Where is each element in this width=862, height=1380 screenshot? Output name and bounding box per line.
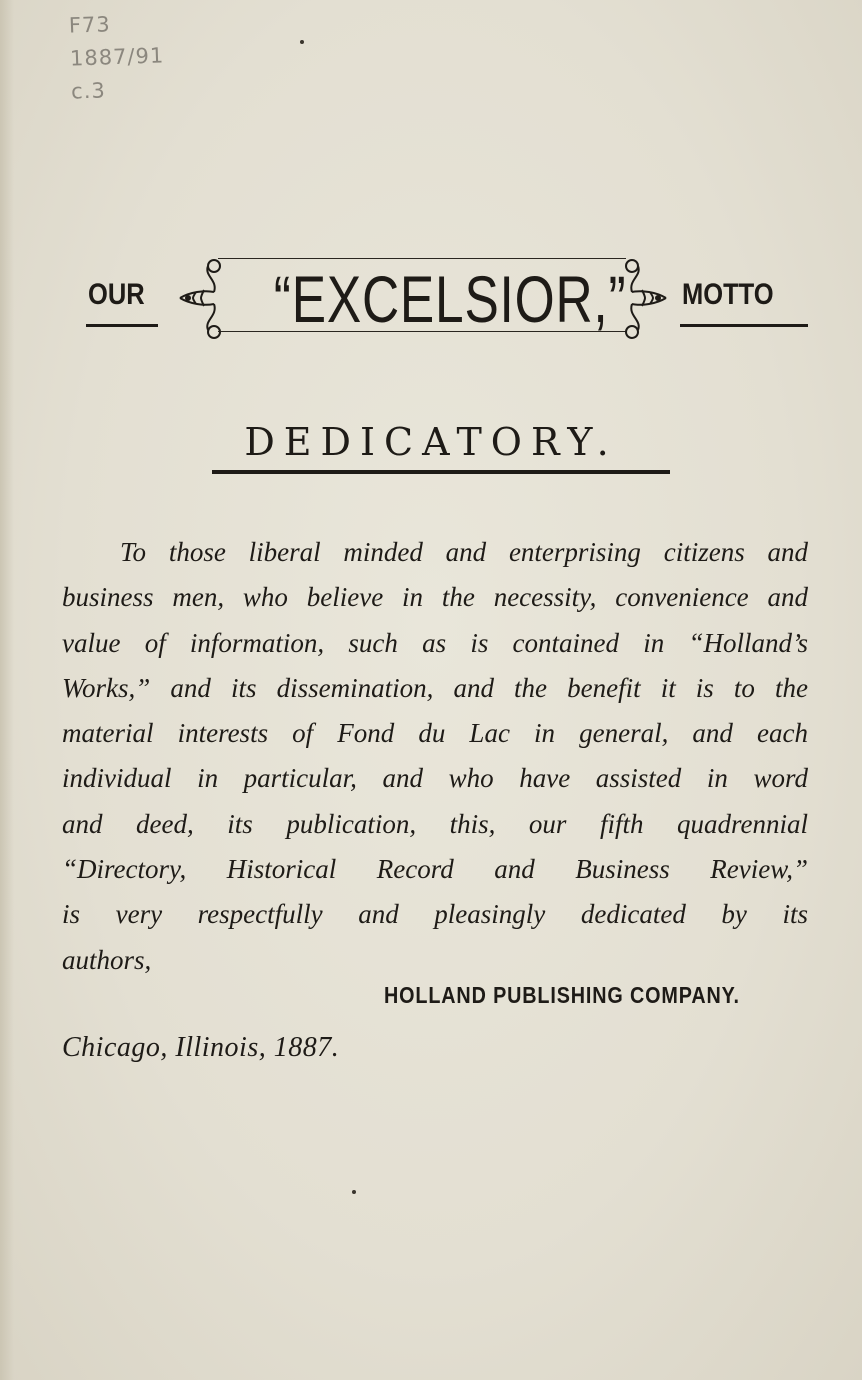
motto-right-word: MOTTO xyxy=(682,278,774,311)
paper-speck xyxy=(300,40,304,44)
right-scroll-ornament-icon xyxy=(610,252,672,344)
left-word-underline xyxy=(86,324,158,327)
motto-center-word: “EXCELSIOR,” xyxy=(273,262,627,336)
motto-left-word: OUR xyxy=(88,278,145,311)
paragraph-line: “Directory, Historical Record and Business Review,” xyxy=(62,854,808,885)
right-word-underline xyxy=(680,324,808,327)
pencil-note-years: 1887/91 xyxy=(69,43,165,71)
paragraph-line: is very respectfully and pleasingly dedicated by its xyxy=(62,899,808,930)
paragraph-line: authors, xyxy=(62,944,152,975)
paper-speck xyxy=(352,1190,356,1194)
motto-banner xyxy=(0,248,862,348)
paragraph-line: material interests of Fond du Lac in general, and each xyxy=(62,718,808,749)
paragraph-line: and deed, its publication, this, our fifth quadrennial xyxy=(62,808,808,839)
pencil-notation xyxy=(68,6,166,108)
place-and-date: Chicago, Illinois, 1887. xyxy=(62,1032,340,1063)
dedication-paragraph xyxy=(62,530,808,983)
title-rule xyxy=(212,470,670,474)
publisher-signature: HOLLAND PUBLISHING COMPANY. xyxy=(384,982,740,1008)
paragraph-line: To those liberal minded and enterprising citizens and xyxy=(120,537,808,567)
pencil-note-call-number: F73 xyxy=(68,12,112,38)
page-title: DEDICATORY. xyxy=(244,420,618,464)
paragraph-line: individual in particular, and who have assisted in word xyxy=(62,763,808,794)
paragraph-line: business men, who believe in the necessity, convenience and xyxy=(62,582,808,613)
paragraph-line: Works,” and its dissemination, and the benefit it is to the xyxy=(62,672,808,703)
paragraph-line: value of information, such as is contained in “Holland’s xyxy=(62,627,808,658)
pencil-note-copy: c.3 xyxy=(70,78,107,104)
